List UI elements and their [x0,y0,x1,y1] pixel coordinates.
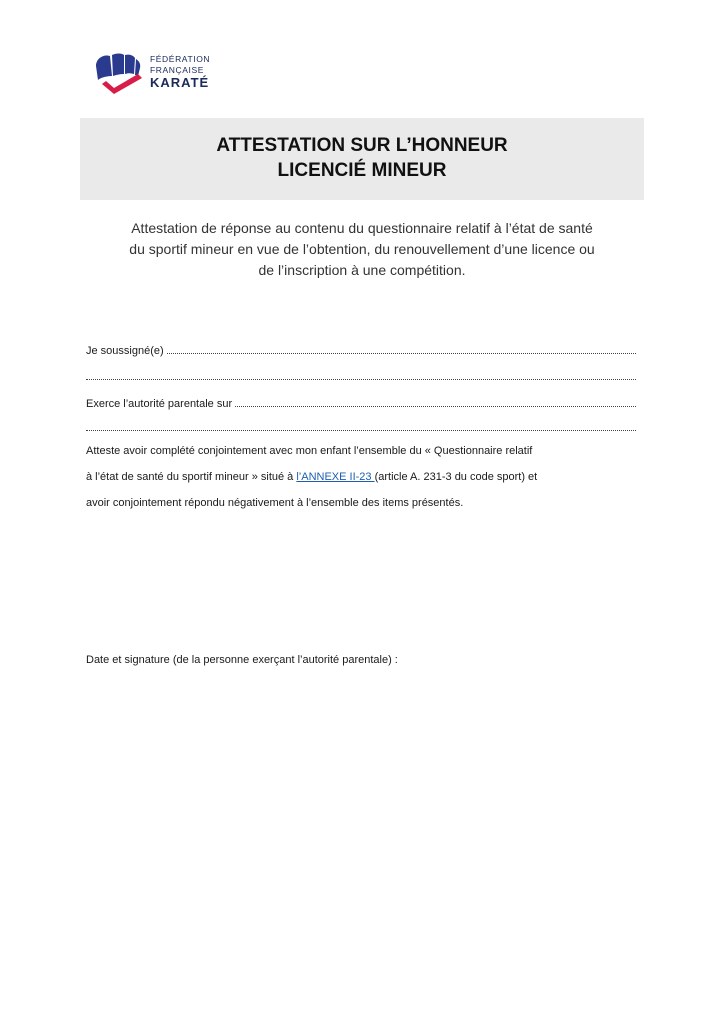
attestation-line-2 [86,471,537,483]
intro-line-2: du sportif mineur en vue de l’obtention, du renouvellement d’une licence ou [129,241,595,257]
logo-line-2: FRANÇAISE [150,65,205,75]
logo-line-3: KARATÉ [150,75,210,90]
title-banner [80,118,644,200]
autorite-label: Exerce l’autorité parentale sur [86,398,233,410]
soussigne-dotted-line[interactable] [167,344,636,354]
attestation-line-1: Atteste avoir complété conjointement avec mon enfant l’ensemble du « Questionnaire relatif [86,445,533,457]
title-line-2: LICENCIÉ MINEUR [277,160,447,181]
autorite-continuation-field[interactable] [86,421,636,435]
intro-line-3: de l’inscription à une compétition. [258,262,466,278]
title-line-1: ATTESTATION SUR L’HONNEUR [216,135,508,156]
federation-logo [92,50,232,98]
autorite-dotted-line[interactable] [235,397,636,407]
intro-line-1: Attestation de réponse au contenu du questionnaire relatif à l’état de santé [131,220,593,236]
annexe-link[interactable]: l’ANNEXE II-23 [296,471,375,483]
attestation-line-2-start: à l’état de santé du sportif mineur » situé à [86,471,297,483]
logo-line-1: FÉDÉRATION [150,54,211,64]
autorite-continuation-dotted-line[interactable] [86,421,636,431]
signature-label: Date et signature (de la personne exerçant l’autorité parentale) : [86,654,398,666]
soussigne-field[interactable] [86,344,636,358]
soussigne-label: Je soussigné(e) [86,345,164,357]
karate-logo-icon [92,50,148,98]
attestation-line-3: avoir conjointement répondu négativement à l’ensemble des items présentés. [86,497,464,509]
attestation-line-2-end: (article A. 231-3 du code sport) et [374,471,538,483]
autorite-field[interactable] [86,397,636,411]
intro-paragraph [80,218,644,281]
soussigne-continuation-field[interactable] [86,370,636,384]
soussigne-continuation-dotted-line[interactable] [86,370,636,380]
